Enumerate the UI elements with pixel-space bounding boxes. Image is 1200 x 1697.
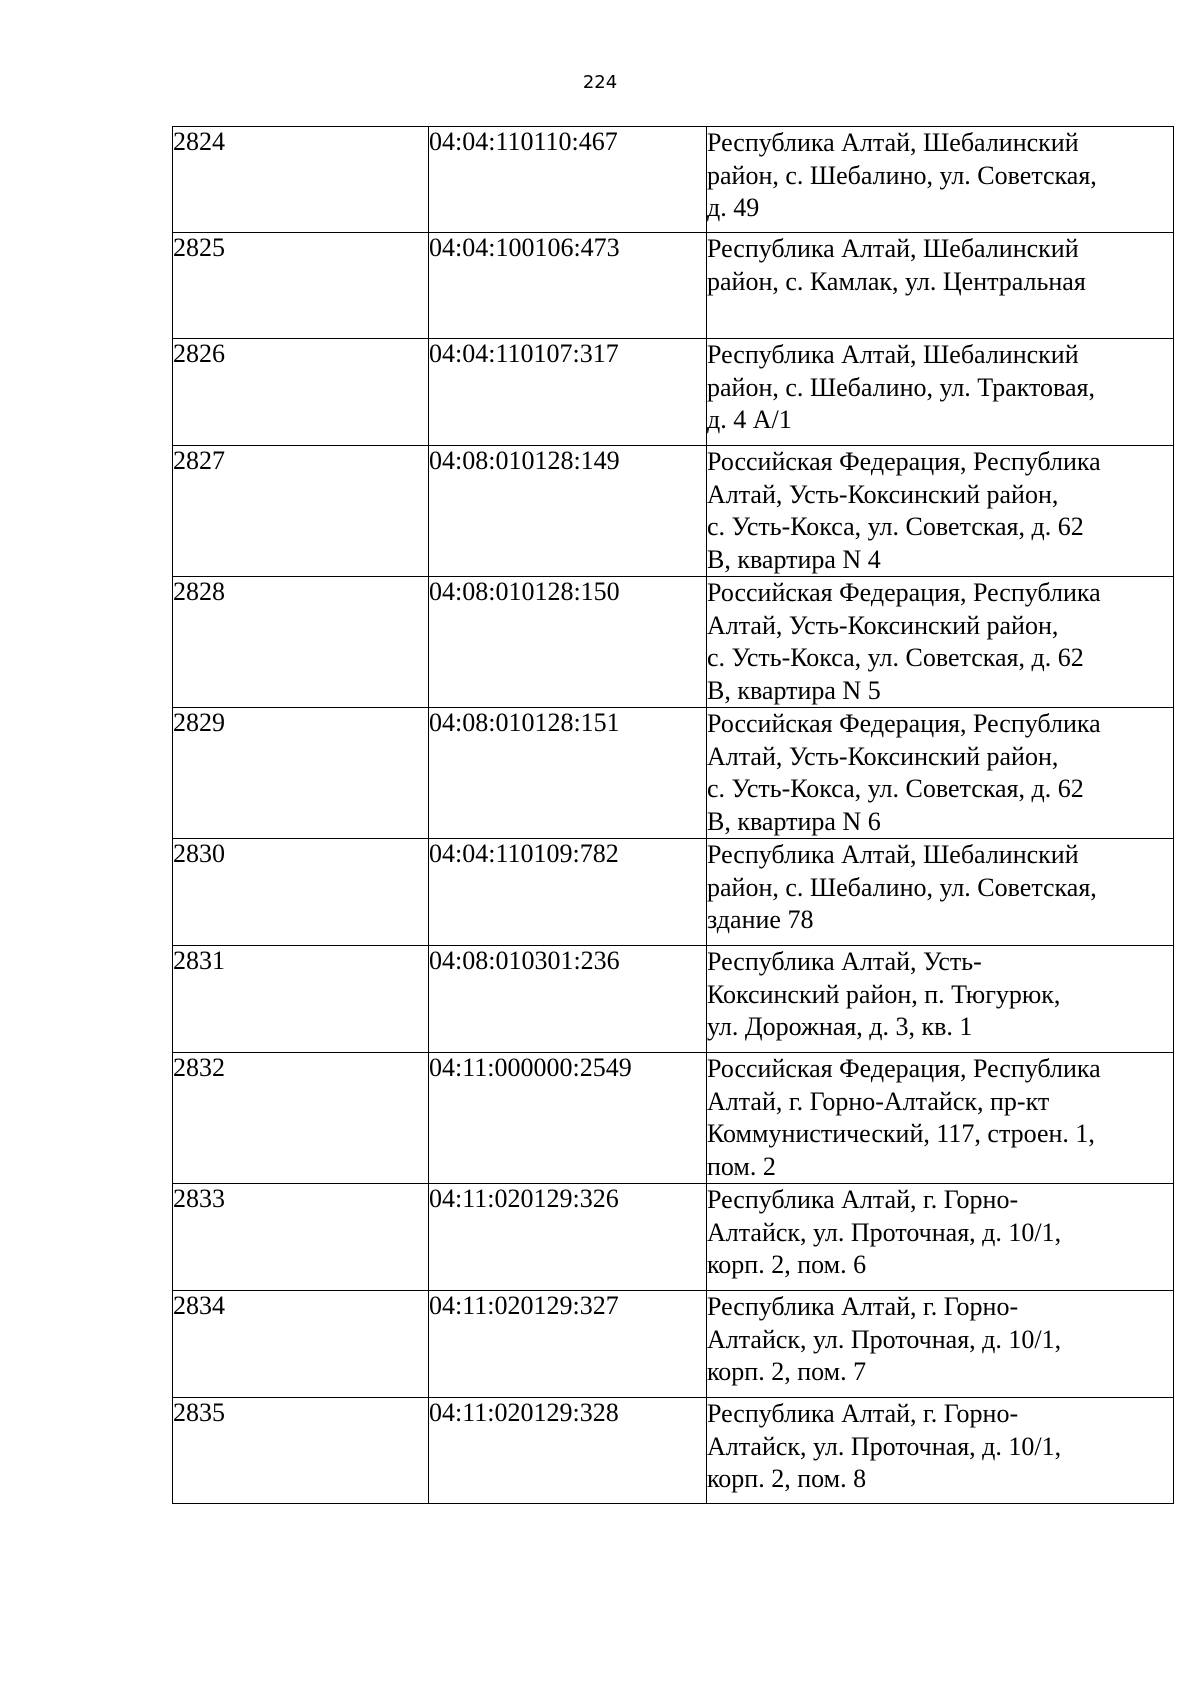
table-row [173,1184,1174,1291]
address-line: д. 49 [707,193,760,222]
cadastral-number-cell: 04:11:020129:328 [429,1398,707,1504]
row-number-cell: 2833 [173,1184,429,1291]
row-number-cell: 2825 [173,233,429,339]
address-line: ул. Дорожная, д. 3, кв. 1 [707,1012,973,1041]
address-line: Коммунистический, 117, строен. 1, [707,1119,1095,1148]
page-number: 224 [582,72,618,93]
address-line: Российская Федерация, Республика [707,447,1101,476]
table-row [173,708,1174,839]
table-row [173,839,1174,946]
address-line: Алтай, Усть-Коксинский район, [707,610,1059,640]
table-row [173,577,1174,708]
address-cell [707,1053,1174,1184]
address-line: Республика Алтай, Шебалинский [707,840,1079,869]
address-line: корп. 2, пом. 8 [707,1464,867,1493]
address-line: В, квартира N 5 [707,675,881,705]
address-line: здание 78 [707,905,814,934]
row-number-cell: 2835 [173,1398,429,1504]
cadastral-number-cell: 04:08:010128:151 [429,708,707,839]
address-line: Алтай, Усть-Коксинский район, [707,741,1059,771]
row-number-cell: 2828 [173,577,429,708]
table-row [173,127,1174,233]
address-line: Республика Алтай, Шебалинский [707,340,1079,369]
address-line: Республика Алтай, г. Горно- [707,1185,1019,1214]
address-line: корп. 2, пом. 7 [707,1357,867,1386]
address-cell [707,946,1174,1053]
address-line: Республика Алтай, Шебалинский [707,234,1079,263]
cadastral-number-cell: 04:04:110110:467 [429,127,707,233]
table-row [173,446,1174,577]
address-line: В, квартира N 6 [707,806,881,836]
row-number-cell: 2832 [173,1053,429,1184]
address-line: Алтайск, ул. Проточная, д. 10/1, [707,1324,1062,1354]
address-line: с. Усть-Кокса, ул. Советская, д. 62 [707,774,1084,803]
address-line: Алтайск, ул. Проточная, д. 10/1, [707,1431,1062,1461]
address-line: Республика Алтай, Шебалинский [707,128,1079,157]
row-number-cell: 2830 [173,839,429,946]
address-line: Республика Алтай, г. Горно- [707,1399,1019,1428]
table-row [173,946,1174,1053]
address-line: д. 4 А/1 [707,405,792,434]
address-cell [707,577,1174,708]
cadastral-number-cell: 04:08:010301:236 [429,946,707,1053]
address-line: пом. 2 [707,1151,776,1181]
table-row [173,1053,1174,1184]
address-cell [707,127,1174,233]
address-line: Республика Алтай, Усть- [707,947,982,976]
row-number-cell: 2826 [173,339,429,446]
row-number-cell: 2831 [173,946,429,1053]
cadastral-number-cell: 04:11:000000:2549 [429,1053,707,1184]
address-line: с. Усть-Кокса, ул. Советская, д. 62 [707,643,1084,672]
row-number-cell: 2834 [173,1291,429,1398]
row-number-cell: 2829 [173,708,429,839]
address-cell [707,446,1174,577]
address-cell [707,708,1174,839]
address-cell [707,339,1174,446]
cadastral-number-cell: 04:08:010128:149 [429,446,707,577]
address-line: район, с. Камлак, ул. Центральная [707,266,1086,296]
address-line: Российская Федерация, Республика [707,709,1101,738]
property-registry-table [172,126,1174,1504]
cadastral-number-cell: 04:04:110109:782 [429,839,707,946]
address-line: Алтай, г. Горно-Алтайск, пр-кт [707,1086,1050,1116]
address-cell [707,1184,1174,1291]
table-row [173,1291,1174,1398]
table-row [173,1398,1174,1504]
address-line: район, с. Шебалино, ул. Трактовая, [707,372,1095,402]
address-line: с. Усть-Кокса, ул. Советская, д. 62 [707,512,1084,541]
address-line: Алтайск, ул. Проточная, д. 10/1, [707,1217,1062,1247]
address-line: В, квартира N 4 [707,544,881,574]
row-number-cell: 2827 [173,446,429,577]
cadastral-number-cell: 04:08:010128:150 [429,577,707,708]
address-line: район, с. Шебалино, ул. Советская, [707,872,1097,902]
address-line: Алтай, Усть-Коксинский район, [707,479,1059,509]
address-line: Республика Алтай, г. Горно- [707,1292,1019,1321]
address-cell [707,1291,1174,1398]
table-row [173,233,1174,339]
cadastral-number-cell: 04:11:020129:326 [429,1184,707,1291]
table-row [173,339,1174,446]
row-number-cell: 2824 [173,127,429,233]
address-cell [707,839,1174,946]
cadastral-number-cell: 04:04:110107:317 [429,339,707,446]
cadastral-number-cell: 04:11:020129:327 [429,1291,707,1398]
cadastral-number-cell: 04:04:100106:473 [429,233,707,339]
address-line: корп. 2, пом. 6 [707,1250,867,1279]
address-line: район, с. Шебалино, ул. Советская, [707,160,1097,190]
address-line: Российская Федерация, Республика [707,578,1101,607]
address-line: Коксинский район, п. Тюгурюк, [707,979,1061,1009]
address-line: Российская Федерация, Республика [707,1054,1101,1083]
address-cell [707,233,1174,339]
address-cell [707,1398,1174,1504]
